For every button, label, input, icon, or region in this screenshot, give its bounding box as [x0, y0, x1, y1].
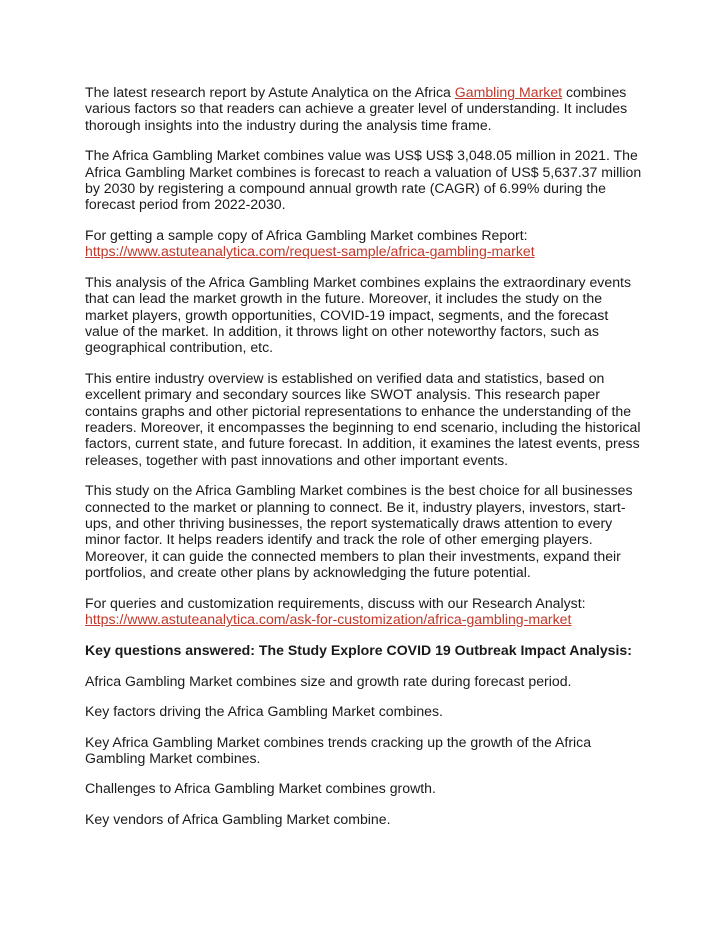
question-item: Key factors driving the Africa Gambling Market combines. — [85, 703, 443, 720]
question-item: Africa Gambling Market combines size and growth rate during forecast period. — [85, 673, 572, 690]
question-item: Challenges to Africa Gambling Market combines growth. — [85, 780, 436, 797]
study-paragraph: This study on the Africa Gambling Market combines is the best choice for all businesses connected to the market or planning to connect. Be it, industry players, investors, start-ups, and other thriving businesses, the report systematically draws attention to every minor factor. It helps readers identify and track the role of other emerging players. Moreover, it can guide the connected members to plan their investments, expand their portfolios, and create other plans by acknowledging the future potential. — [85, 482, 633, 580]
question-item: Key Africa Gambling Market combines trends cracking up the growth of the Africa Gambling Market combines. — [85, 733, 592, 766]
request-sample-link[interactable]: https://www.astuteanalytica.com/request-sample/africa-gambling-market — [85, 243, 535, 260]
queries-text: For queries and customization requirements, discuss with our Research Analyst: — [85, 594, 586, 611]
sample-text: For getting a sample copy of Africa Gambling Market combines Report: — [85, 227, 528, 244]
intro-text-before: The latest research report by Astute Analytica on the Africa — [85, 84, 455, 100]
gambling-market-link[interactable]: Gambling Market — [454, 84, 563, 100]
document-body — [85, 84, 645, 841]
sample-paragraph — [85, 227, 645, 260]
queries-paragraph — [85, 595, 645, 628]
key-questions-heading: Key questions answered: The Study Explore COVID 19 Outbreak Impact Analysis: — [85, 641, 632, 658]
intro-text-after: combines various factors so that readers can achieve a greater level of understanding. It includes thorough insights into the industry during the analysis time frame. — [85, 84, 628, 133]
customization-link[interactable]: https://www.astuteanalytica.com/ask-for-customization/africa-gambling-market — [85, 611, 572, 628]
analysis-paragraph: This analysis of the Africa Gambling Market combines explains the extraordinary events that can lead the market growth in the future. Moreover, it includes the study on the market players, growth opportunities, COVID-19 impact, segments, and the forecast value of the market. In addition, it throws light on other noteworthy factors, such as geographical contribution, etc. — [85, 274, 631, 356]
question-item: Key vendors of Africa Gambling Market combine. — [85, 810, 391, 827]
market-value-paragraph: The Africa Gambling Market combines value was US$ US$ 3,048.05 million in 2021. The Africa Gambling Market combines is forecast to reach a valuation of US$ 5,637.37 million by 2030 by registering a compound annual growth rate (CAGR) of 6.99% during the forecast period from 2022-2030. — [85, 147, 642, 213]
overview-paragraph: This entire industry overview is established on verified data and statistics, based on excellent primary and secondary sources like SWOT analysis. This research paper contains graphs and other pictorial representations to enhance the understanding of the readers. Moreover, it encompasses the beginning to end scenario, including the historical factors, current state, and future forecast. In addition, it examines the latest events, press releases, together with past innovations and other important events. — [85, 370, 641, 468]
intro-paragraph — [85, 84, 645, 133]
